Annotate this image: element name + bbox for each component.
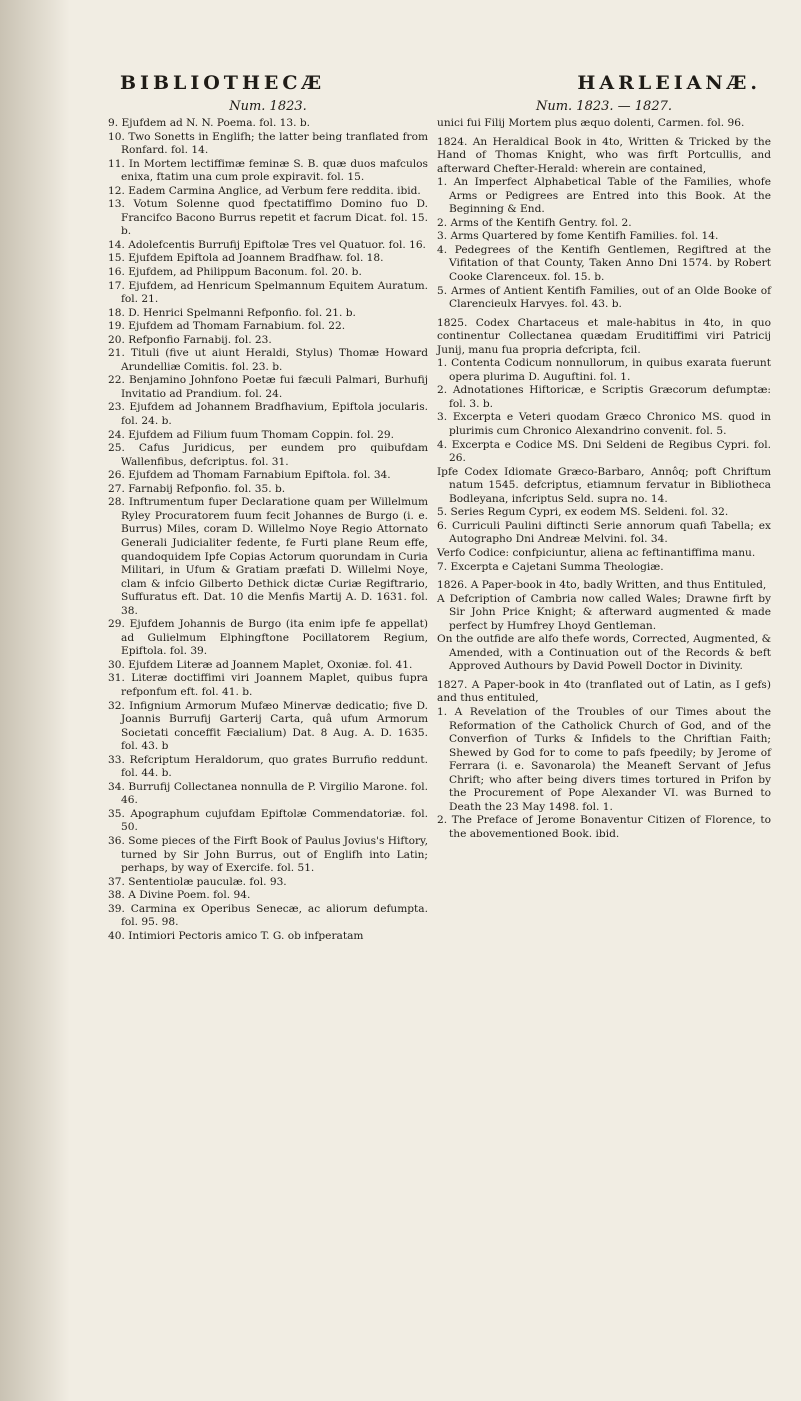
right-column	[437, 98, 771, 841]
manuscript-item: 5. Series Regum Cypri, ex eodem MS. Seldeni. fol. 32.	[437, 506, 729, 519]
right-continued-text	[437, 117, 771, 131]
left-entry-list	[108, 117, 428, 943]
catalogue-entry: 19. Ejufdem ad Thomam Farnabium. fol. 22.	[108, 320, 346, 333]
catalogue-entry: 10. Two Sonetts in Englifh; the latter being tranflated from Ronfard. fol. 14.	[108, 130, 428, 157]
manuscript-item: 1. A Revelation of the Troubles of our Times about the Reformation of the Catholick Church of God, and of the Converfion of Turks & Infidels to the Chriftian Faith; Shewed by God for to come to pafs fpeedily; by Jerome of Ferrara (i. e. Savonarola) the Meaneft Servant of Jefus Chrift; who after being divers times tortured in Prifon by the Procurement of Pope Alexander VI. was Burned to Death the 23 May 1498. fol. 1.	[437, 705, 771, 813]
manuscript-item: On the outfide are alfo thefe words, Corrected, Augmented, & Amended, with a Continuation out of the Records & beft Approved Authours by David Powell Doctor in Divinity.	[437, 633, 772, 673]
manuscript-item: Ipfe Codex Idiomate Græco-Barbaro, Annôq; poft Chriftum natum 1545. defcriptus, etiamnum fervatur in Bibliotheca Bodleyana, infcriptus Seld. supra no. 14.	[437, 465, 771, 505]
catalogue-entry: 27. Farnabij Refponfio. fol. 35. b.	[108, 482, 286, 495]
header-right: HARLEIANÆ.	[577, 72, 761, 94]
right-entry-list	[437, 136, 771, 842]
manuscript-item: 3. Arms Quartered by fome Kentifh Families. fol. 14.	[437, 230, 719, 243]
catalogue-entry: 17. Ejufdem, ad Henricum Spelmannum Equitem Auratum. fol. 21.	[108, 279, 428, 306]
manuscript-item: 2. The Preface of Jerome Bonaventur Citizen of Florence, to the abovementioned Book. ibid.	[437, 814, 771, 840]
catalogue-entry: 13. Votum Solenne quod fpectatiffimo Domino fuo D. Francifco Bacono Burrus repetit et facrum Dicat. fol. 15. b.	[108, 198, 428, 238]
manuscript-item: A Defcription of Cambria now called Wales; Drawne firft by Sir John Price Knight; & afterward augmented & made perfect by Humfrey Lhoyd Gentleman.	[437, 592, 771, 632]
catalogue-entry: 22. Benjamino Johnfono Poetæ fui fæculi Palmari, Burhufij Invitatio ad Prandium. fol. 24.	[108, 374, 428, 400]
manuscript-entry-heading: 1826. A Paper-book in 4to, badly Written, and thus Entituled,	[437, 579, 767, 592]
left-column	[108, 98, 428, 943]
catalogue-entry: 21. Tituli (five ut aiunt Heraldi, Stylus) Thomæ Howard Arundelliæ Comitis. fol. 23. b.	[108, 347, 428, 373]
manuscript-item: 6. Curriculi Paulini diftincti Serie annorum quafi Tabella; ex Autographo Dni Andreæ Melvini. fol. 34.	[437, 519, 771, 546]
manuscript-entry-heading: 1827. A Paper-book in 4to (tranflated out of Latin, as I gefs) and thus entituled,	[437, 678, 771, 705]
catalogue-entry: 14. Adolefcentis Burrufij Epiftolæ Tres vel Quatuor. fol. 16.	[108, 238, 426, 251]
header-left: BIBLIOTHECÆ	[120, 72, 326, 94]
catalogue-entry: 36. Some pieces of the Firft Book of Paulus Jovius's Hiftory, turned by Sir John Burrus, out of Englifh into Latin; perhaps, by way of Exercife. fol. 51.	[108, 834, 428, 875]
continued-entry-text: unici fui Filij Mortem plus æquo dolenti, Carmen. fol. 96.	[437, 117, 745, 129]
catalogue-entry: 38. A Divine Poem. fol. 94.	[108, 889, 251, 902]
catalogue-entry: 11. In Mortem lectiffimæ feminæ S. B. quæ duos mafculos enixa, ftatim una cum prole expiravit. fol. 15.	[108, 157, 428, 184]
catalogue-entry: 25. Cafus Juridicus, per eundem pro quibufdam Wallenfibus, defcriptus. fol. 31.	[108, 442, 428, 468]
manuscript-item: 1. Contenta Codicum nonnullorum, in quibus exarata fuerunt opera plurima D. Auguftini. fol. 1.	[437, 357, 771, 383]
left-number-heading: Num. 1823.	[229, 99, 307, 114]
manuscript-item: 2. Arms of the Kentifh Gentry. fol. 2.	[437, 216, 632, 229]
catalogue-entry: 24. Ejufdem ad Filium fuum Thomam Coppin. fol. 29.	[108, 428, 394, 441]
catalogue-entry: 29. Ejufdem Johannis de Burgo (ita enim ipfe fe appellat) ad Gulielmum Elphingftone Pocillatorem Regium, Epiftola. fol. 39.	[108, 618, 428, 658]
catalogue-entry: 35. Apographum cujufdam Epiftolæ Commendatoriæ. fol. 50.	[108, 807, 428, 834]
manuscript-item: 2. Adnotationes Hiftoricæ, e Scriptis Græcorum defumptæ: fol. 3. b.	[437, 384, 771, 410]
catalogue-entry: 23. Ejufdem ad Johannem Bradfhavium, Epiftola jocularis. fol. 24. b.	[108, 401, 428, 428]
catalogue-entry: 31. Literæ doctiffimi viri Joannem Maplet, quibus fupra refponfum eft. fol. 41. b.	[108, 672, 428, 698]
catalogue-entry: 26. Ejufdem ad Thomam Farnabium Epiftola. fol. 34.	[108, 469, 391, 482]
manuscript-item: 4. Pedegrees of the Kentifh Gentlemen, Regiftred at the Vifitation of that County, Taken Anno Dni 1574. by Robert Cooke Clarenceux. fol. 15. b.	[437, 243, 771, 284]
catalogue-entry: 9. Ejufdem ad N. N. Poema. fol. 13. b.	[108, 117, 311, 129]
right-number-heading: Num. 1823. — 1827.	[535, 99, 673, 114]
catalogue-entry: 40. Intimiori Pectoris amico T. G. ob infperatam	[108, 929, 364, 942]
binding-shadow	[0, 0, 70, 1401]
catalogue-entry: 30. Ejufdem Literæ ad Joannem Maplet, Oxoniæ. fol. 41.	[108, 658, 413, 671]
catalogue-entry: 16. Ejufdem, ad Philippum Baconum. fol. 20. b.	[108, 266, 362, 279]
catalogue-entry: 34. Burrufij Collectanea nonnulla de P. Virgilio Marone. fol. 46.	[108, 780, 428, 807]
manuscript-item: 7. Excerpta e Cajetani Summa Theologiæ.	[437, 560, 664, 573]
manuscript-entry-heading: 1824. An Heraldical Book in 4to, Written & Tricked by the Hand of Thomas Knight, who was firft Portcullis, and afterward Chefter-Herald: wherein are contained,	[437, 135, 771, 175]
catalogue-entry: 37. Sententiolæ pauculæ. fol. 93.	[108, 875, 287, 888]
manuscript-item: 5. Armes of Antient Kentifh Families, out of an Olde Booke of Clarencieulx Harvyes. fol. 43. b.	[437, 284, 771, 311]
manuscript-item: 4. Excerpta e Codice MS. Dni Seldeni de Regibus Cypri. fol. 26.	[437, 438, 771, 465]
catalogue-entry: 18. D. Henrici Spelmanni Refponfio. fol. 21. b.	[108, 306, 356, 319]
catalogue-entry: 28. Inftrumentum fuper Declaratione quam per Willelmum Ryley Procuratorem fuum fecit Johannes de Burgo (i. e. Burrus) Miles, coram D. Willelmo Noye Regio Attornato Generali Judicialiter fedente, fe Furti plane Reum effe, quandoquidem Ipfe Copias Actorum quorundam in Curia Militari, in Ufum & Gratiam præfati D. Willelmi Noye, clam & infcio Gilberto Dethick dictæ Curiæ Regiftrario, Suffuratus eft. Dat. 10 die Menfis Martij A. D. 1631. fol. 38.	[108, 496, 428, 617]
catalogue-entry: 15. Ejufdem Epiftola ad Joannem Bradfhaw. fol. 18.	[108, 252, 384, 265]
catalogue-entry: 33. Refcriptum Heraldorum, quo grates Burrufio reddunt. fol. 44. b.	[108, 753, 428, 780]
manuscript-entry-heading: 1825. Codex Chartaceus et male-habitus in 4to, in quo continentur Collectanea quædam Eruditiffimi viri Patricij Junij, manu fua propria defcripta, fcil.	[437, 316, 771, 356]
manuscript-item: Verfo Codice: confpiciuntur, aliena ac feftinantiffima manu.	[437, 546, 756, 559]
catalogue-entry: 32. Infignium Armorum Mufæo Minervæ dedicatio; five D. Joannis Burrufij Garterij Carta, quâ ufum Armorum Societati conceffit Fæcialium) Dat. 8 Aug. A. D. 1635. fol. 43. b	[108, 699, 428, 753]
manuscript-item: 3. Excerpta e Veteri quodam Græco Chronico MS. quod in plurimis cum Chronico Alexandrino convenit. fol. 5.	[437, 411, 771, 438]
catalogue-entry: 39. Carmina ex Operibus Senecæ, ac aliorum defumpta. fol. 95. 98.	[108, 902, 428, 929]
manuscript-item: 1. An Imperfect Alphabetical Table of the Families, whofe Arms or Pedigrees are Entred into this Book. At the Beginning & End.	[437, 176, 771, 216]
catalogue-entry: 20. Refponfio Farnabij. fol. 23.	[108, 333, 272, 346]
catalogue-entry: 12. Eadem Carmina Anglice, ad Verbum fere reddita. ibid.	[108, 184, 421, 197]
